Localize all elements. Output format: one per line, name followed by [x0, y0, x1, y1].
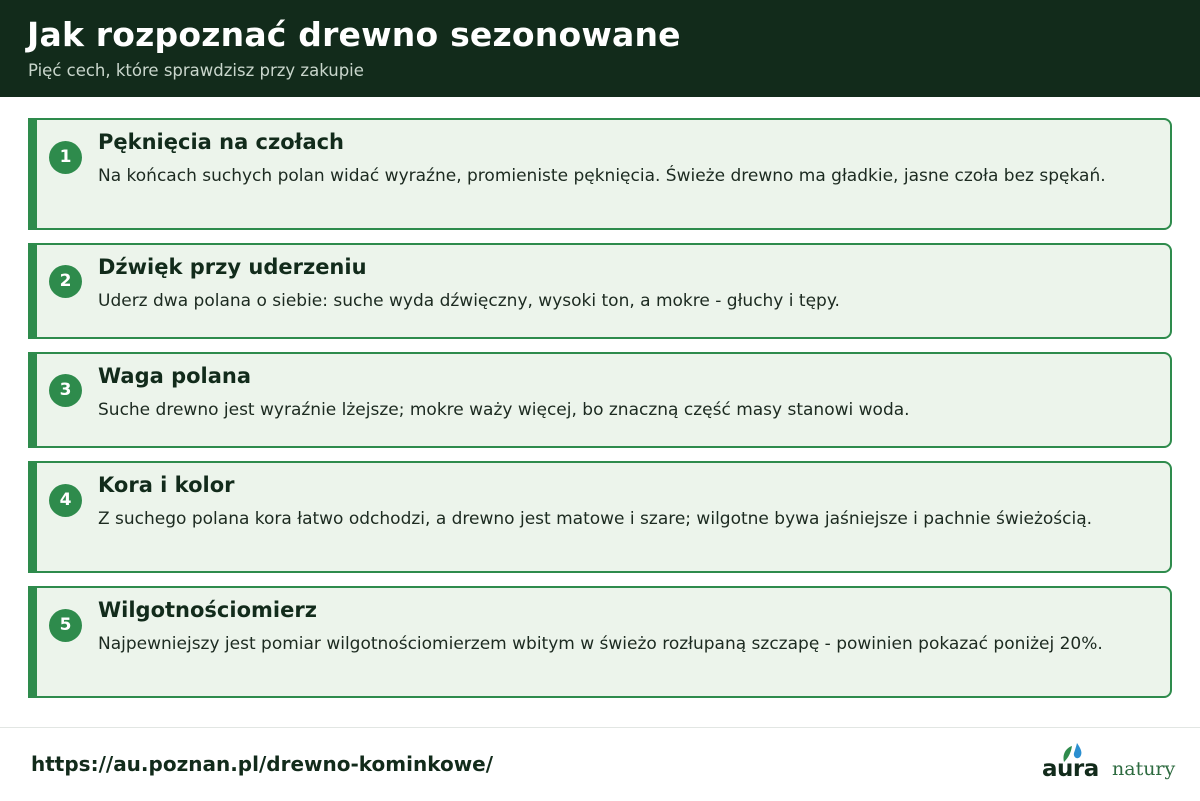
tip-card-3 [28, 352, 1172, 448]
number-badge: 4 [49, 484, 82, 517]
tip-card-5 [28, 586, 1172, 698]
tip-text: Na końcach suchych polan widać wyraźne, promieniste pęknięcia. Świeże drewno ma gładkie, jasne czoła bez spękań. [98, 166, 1106, 186]
tip-title: Wilgotnościomierz [98, 598, 317, 622]
number-badge: 5 [49, 609, 82, 642]
tip-text: Najpewniejszy jest pomiar wilgotnościomierzem wbitym w świeżo rozłupaną szczapę - powinien pokazać poniżej 20%. [98, 634, 1103, 654]
tip-title: Pęknięcia na czołach [98, 130, 345, 154]
page-subtitle: Pięć cech, które sprawdzisz przy zakupie [28, 61, 364, 80]
aura-natury-logo [1040, 742, 1175, 784]
number-badge: 3 [49, 374, 82, 407]
tip-card-2 [28, 243, 1172, 339]
logo-subword: natury [1112, 758, 1176, 780]
tip-title: Dźwięk przy uderzeniu [98, 255, 367, 279]
page-title: Jak rozpoznać drewno sezonowane [27, 15, 681, 54]
tip-title: Waga polana [98, 364, 252, 388]
tip-text: Uderz dwa polana o siebie: suche wyda dźwięczny, wysoki ton, a mokre - głuchy i tępy. [98, 291, 840, 311]
tip-text: Z suchego polana kora łatwo odchodzi, a drewno jest matowe i szare; wilgotne bywa jaśniejsze i pachnie świeżością. [98, 509, 1093, 529]
tip-title: Kora i kolor [98, 473, 235, 497]
number-badge: 1 [49, 141, 82, 174]
source-link[interactable]: https://au.poznan.pl/drewno-kominkowe/ [31, 752, 494, 776]
logo-wordmark: aura [1042, 756, 1099, 782]
tip-card-1 [28, 118, 1172, 230]
tip-text: Suche drewno jest wyraźnie lżejsze; mokre waży więcej, bo znaczną część masy stanowi woda. [98, 400, 910, 420]
footer-divider [0, 727, 1200, 728]
header-banner [0, 0, 1200, 97]
tip-card-4 [28, 461, 1172, 573]
number-badge: 2 [49, 265, 82, 298]
